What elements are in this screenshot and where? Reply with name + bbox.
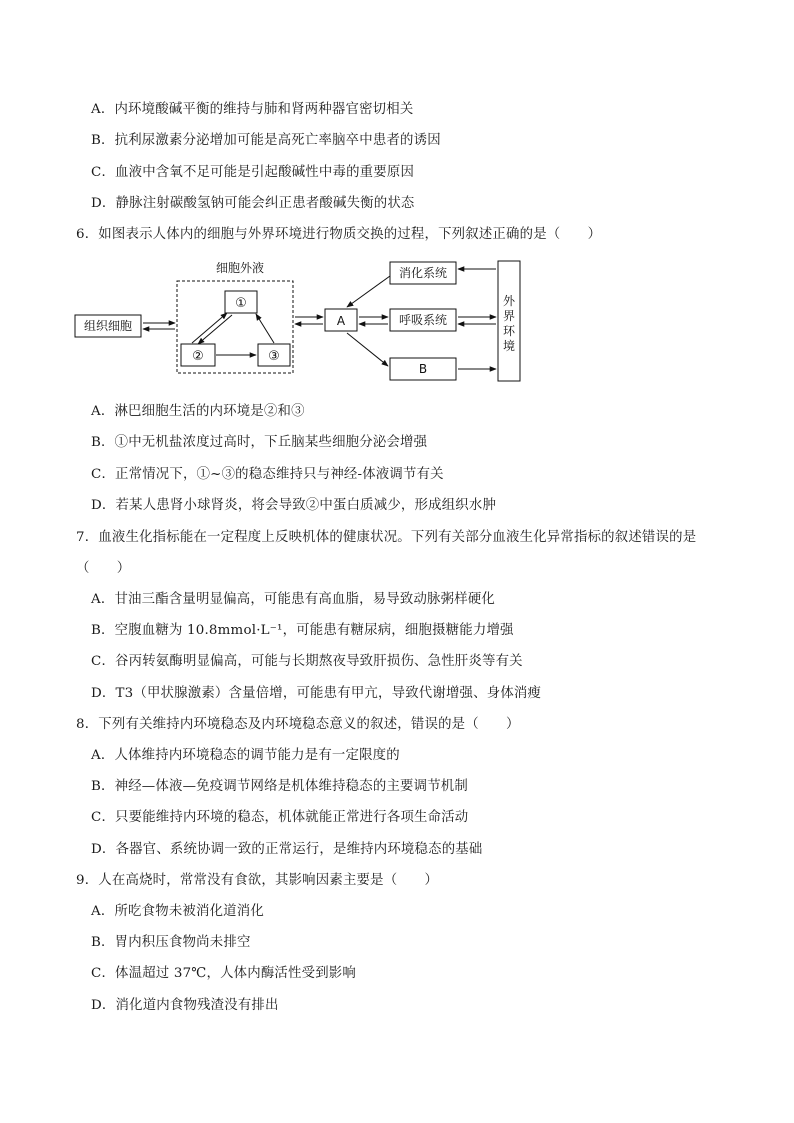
arrow-3-to-1 [256, 314, 274, 343]
q9-stem: 9．人在高烧时，常常没有食欲，其影响因素主要是（ ） [76, 873, 439, 888]
q8-option-a: A．人体维持内环境稳态的调节能力是有一定限度的 [91, 748, 400, 763]
q6-option-c: C．正常情况下，①~③的稳态维持只与神经-体液调节有关 [91, 467, 444, 482]
q5-option-d: D．静脉注射碳酸氢钠可能会纠正患者酸碱失衡的状态 [91, 196, 415, 211]
node-3-label: ③ [268, 349, 280, 364]
outside-char-3: 环 [502, 324, 516, 338]
q8-option-b: B．神经—体液—免疫调节网络是机体维持稳态的主要调节机制 [91, 779, 468, 794]
q7-stem-line1: 7．血液生化指标能在一定程度上反映机体的健康状况。下列有关部分血液生化异常指标的叙述错误的是 [76, 530, 697, 545]
digestive-system-label: 消化系统 [398, 266, 448, 280]
arrow-digestive-to-a [347, 276, 390, 307]
arrow-1-to-2 [198, 315, 232, 344]
q8-stem: 8．下列有关维持内环境稳态及内环境稳态意义的叙述，错误的是（ ） [76, 717, 520, 732]
q6-option-a: A．淋巴细胞生活的内环境是②和③ [91, 404, 305, 419]
q9-option-c: C．体温超过 37℃，人体内酶活性受到影响 [91, 966, 356, 981]
respiratory-system-label: 呼吸系统 [398, 313, 448, 327]
q7-option-b: B．空腹血糖为 10.8mmol·L⁻¹，可能患有糖尿病，细胞摄糖能力增强 [91, 623, 514, 638]
q9-option-b: B．胃内积压食物尚未排空 [91, 935, 251, 950]
q7-stem-line2: （ ） [76, 561, 131, 576]
q5-option-a: A．内环境酸碱平衡的维持与肺和肾两种器官密切相关 [91, 102, 414, 117]
q5-option-b: B．抗利尿激素分泌增加可能是高死亡率脑卒中患者的诱因 [91, 133, 441, 148]
q8-option-c: C．只要能维持内环境的稳态，机体就能正常进行各项生命活动 [91, 810, 469, 825]
q7-option-a: A．甘油三酯含量明显偏高，可能患有高血脂，易导致动脉粥样硬化 [91, 592, 495, 607]
exchange-diagram [70, 257, 530, 385]
q9-option-a: A．所吃食物未被消化道消化 [91, 904, 264, 919]
arrow-2-to-1 [192, 313, 227, 343]
node-2-label: ② [192, 349, 204, 364]
q6-option-d: D．若某人患肾小球肾炎，将会导致②中蛋白质减少，形成组织水肿 [91, 498, 497, 513]
node-1-label: ① [235, 296, 247, 311]
q6-option-b: B．①中无机盐浓度过高时，下丘脑某些细胞分泌会增强 [91, 435, 428, 450]
node-a-label: A [336, 314, 346, 328]
q7-option-c: C．谷丙转氨酶明显偏高，可能与长期熬夜导致肝损伤、急性肝炎等有关 [91, 654, 523, 669]
tissue-cell-label: 组织细胞 [83, 319, 133, 333]
q5-option-c: C．血液中含氧不足可能是引起酸碱性中毒的重要原因 [91, 165, 415, 180]
outside-char-1: 外 [502, 294, 516, 308]
outside-char-2: 界 [502, 309, 516, 323]
extracellular-fluid-label: 细胞外液 [216, 261, 265, 275]
q7-option-d: D．T3（甲状腺激素）含量倍增，可能患有甲亢，导致代谢增强、身体消瘦 [91, 686, 542, 701]
arrow-a-to-b [347, 333, 388, 366]
outside-char-4: 境 [502, 339, 516, 353]
q6-stem: 6．如图表示人体内的细胞与外界环境进行物质交换的过程，下列叙述正确的是（ ） [76, 227, 602, 242]
q9-option-d: D．消化道内食物残渣没有排出 [91, 998, 279, 1013]
q8-option-d: D．各器官、系统协调一致的正常运行，是维持内环境稳态的基础 [91, 842, 483, 857]
node-b-label: B [418, 362, 428, 376]
